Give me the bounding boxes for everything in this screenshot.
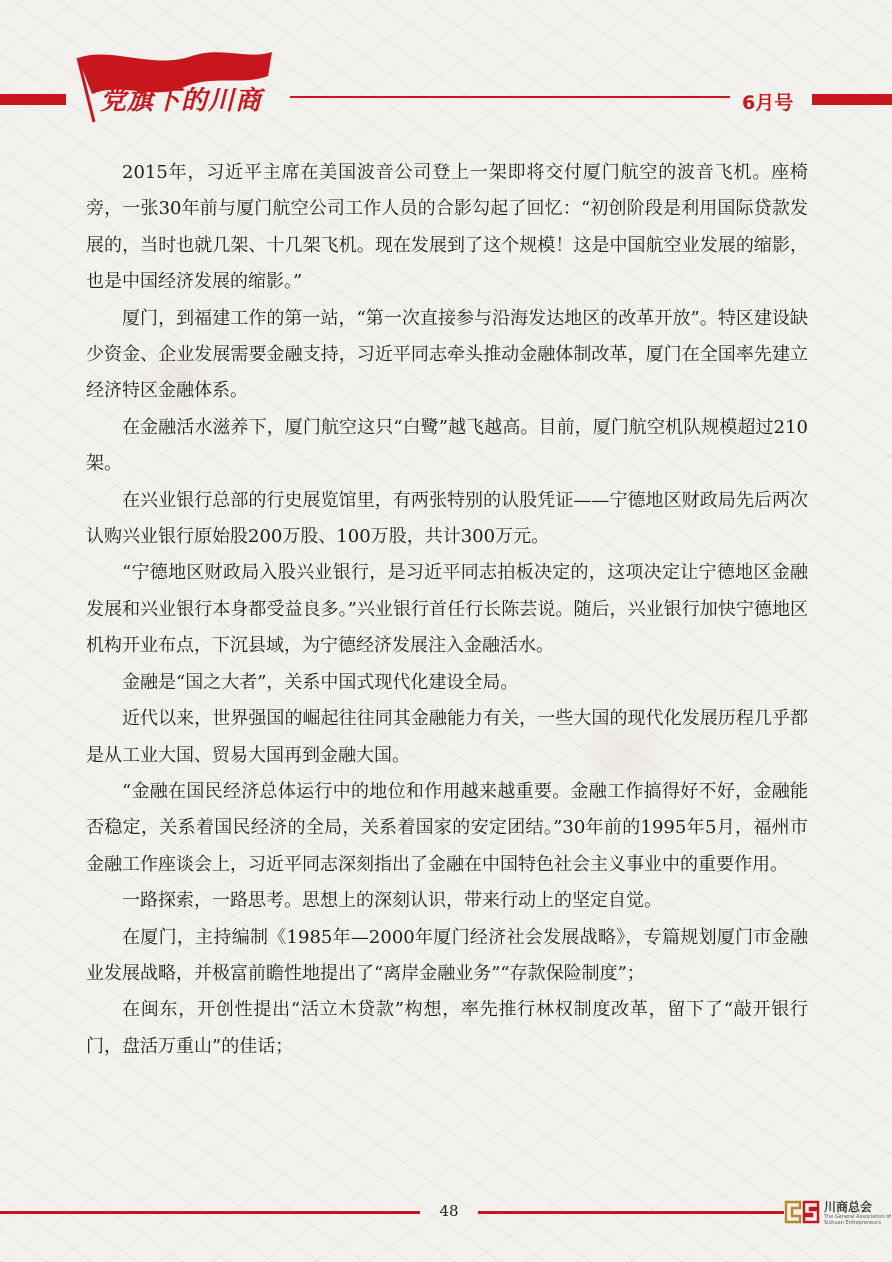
article-body xyxy=(86,155,808,1065)
paragraph: 在金融活水滋养下，厦门航空这只“白鹭”越飞越高。目前，厦门航空机队规模超过210架。 xyxy=(86,416,808,475)
issue-label: 6月号 xyxy=(742,92,794,114)
paragraph: 厦门，到福建工作的第一站，“第一次直接参与沿海发达地区的改革开放”。特区建设缺少资金、企业发展需要金融支持，习近平同志牵头推动金融体制改革，厦门在全国率先建立经济特区金融体系。 xyxy=(86,307,808,402)
paragraph: “金融在国民经济总体运行中的地位和作用越来越重要。金融工作搞得好不好，金融能否稳定，关系着国民经济的全局，关系着国家的安定团结。”30年前的1995年5月，福州市金融工作座谈会上，习近平同志深刻指出了金融在中国特色社会主义事业中的重要作用。 xyxy=(86,780,808,875)
footer-red-line-right xyxy=(478,1211,784,1214)
paragraph: 2015年，习近平主席在美国波音公司登上一架即将交付厦门航空的波音飞机。座椅旁，一张30年前与厦门航空公司工作人员的合影勾起了回忆：“初创阶段是利用国际贷款发展的，当时也就几架、十几架飞机。现在发展到了这个规模！这是中国航空业发展的缩影，也是中国经济发展的缩影。” xyxy=(86,162,808,293)
magazine-logo-text: 党旗下的川商 xyxy=(100,86,263,116)
paragraph: 金融是“国之大者”，关系中国式现代化建设全局。 xyxy=(122,671,519,693)
page-number: 48 xyxy=(439,1202,459,1220)
paragraph: 在闽东，开创性提出“活立木贷款”构想，率先推行林权制度改革，留下了“敲开银行门，盘活万重山”的佳话； xyxy=(86,999,808,1057)
paragraph: 一路探索，一路思考。思想上的深刻认识，带来行动上的坚定自觉。 xyxy=(122,890,662,912)
header-thin-line xyxy=(290,96,730,98)
org-logo-icon xyxy=(784,1198,820,1226)
paragraph: 在兴业银行总部的行史展览馆里，有两张特别的认股凭证——宁德地区财政局先后两次认购兴业银行原始股200万股、100万股，共计300万元。 xyxy=(86,489,808,548)
page-header xyxy=(0,0,892,140)
org-name-cn: 川商总会 xyxy=(824,1200,873,1214)
org-name-en: The General Association of Sichuan Entrepreneurs xyxy=(824,1214,892,1226)
footer-red-line-left xyxy=(0,1211,420,1214)
header-red-bar-left xyxy=(0,94,66,105)
paragraph: 在厦门，主持编制《1985年—2000年厦门经济社会发展战略》，专篇规划厦门市金融业发展战略，并极富前瞻性地提出了“离岸金融业务”“存款保险制度”； xyxy=(86,926,808,984)
header-red-bar-right xyxy=(812,94,892,105)
paragraph: “宁德地区财政局入股兴业银行，是习近平同志拍板决定的，这项决定让宁德地区金融发展和兴业银行本身都受益良多。”兴业银行首任行长陈芸说。随后，兴业银行加快宁德地区机构开业布点，下沉县域，为宁德经济发展注入金融活水。 xyxy=(86,562,808,657)
footer-org-logo xyxy=(784,1196,892,1230)
paragraph: 近代以来，世界强国的崛起往往同其金融能力有关，一些大国的现代化发展历程几乎都是从工业大国、贸易大国再到金融大国。 xyxy=(86,708,808,766)
